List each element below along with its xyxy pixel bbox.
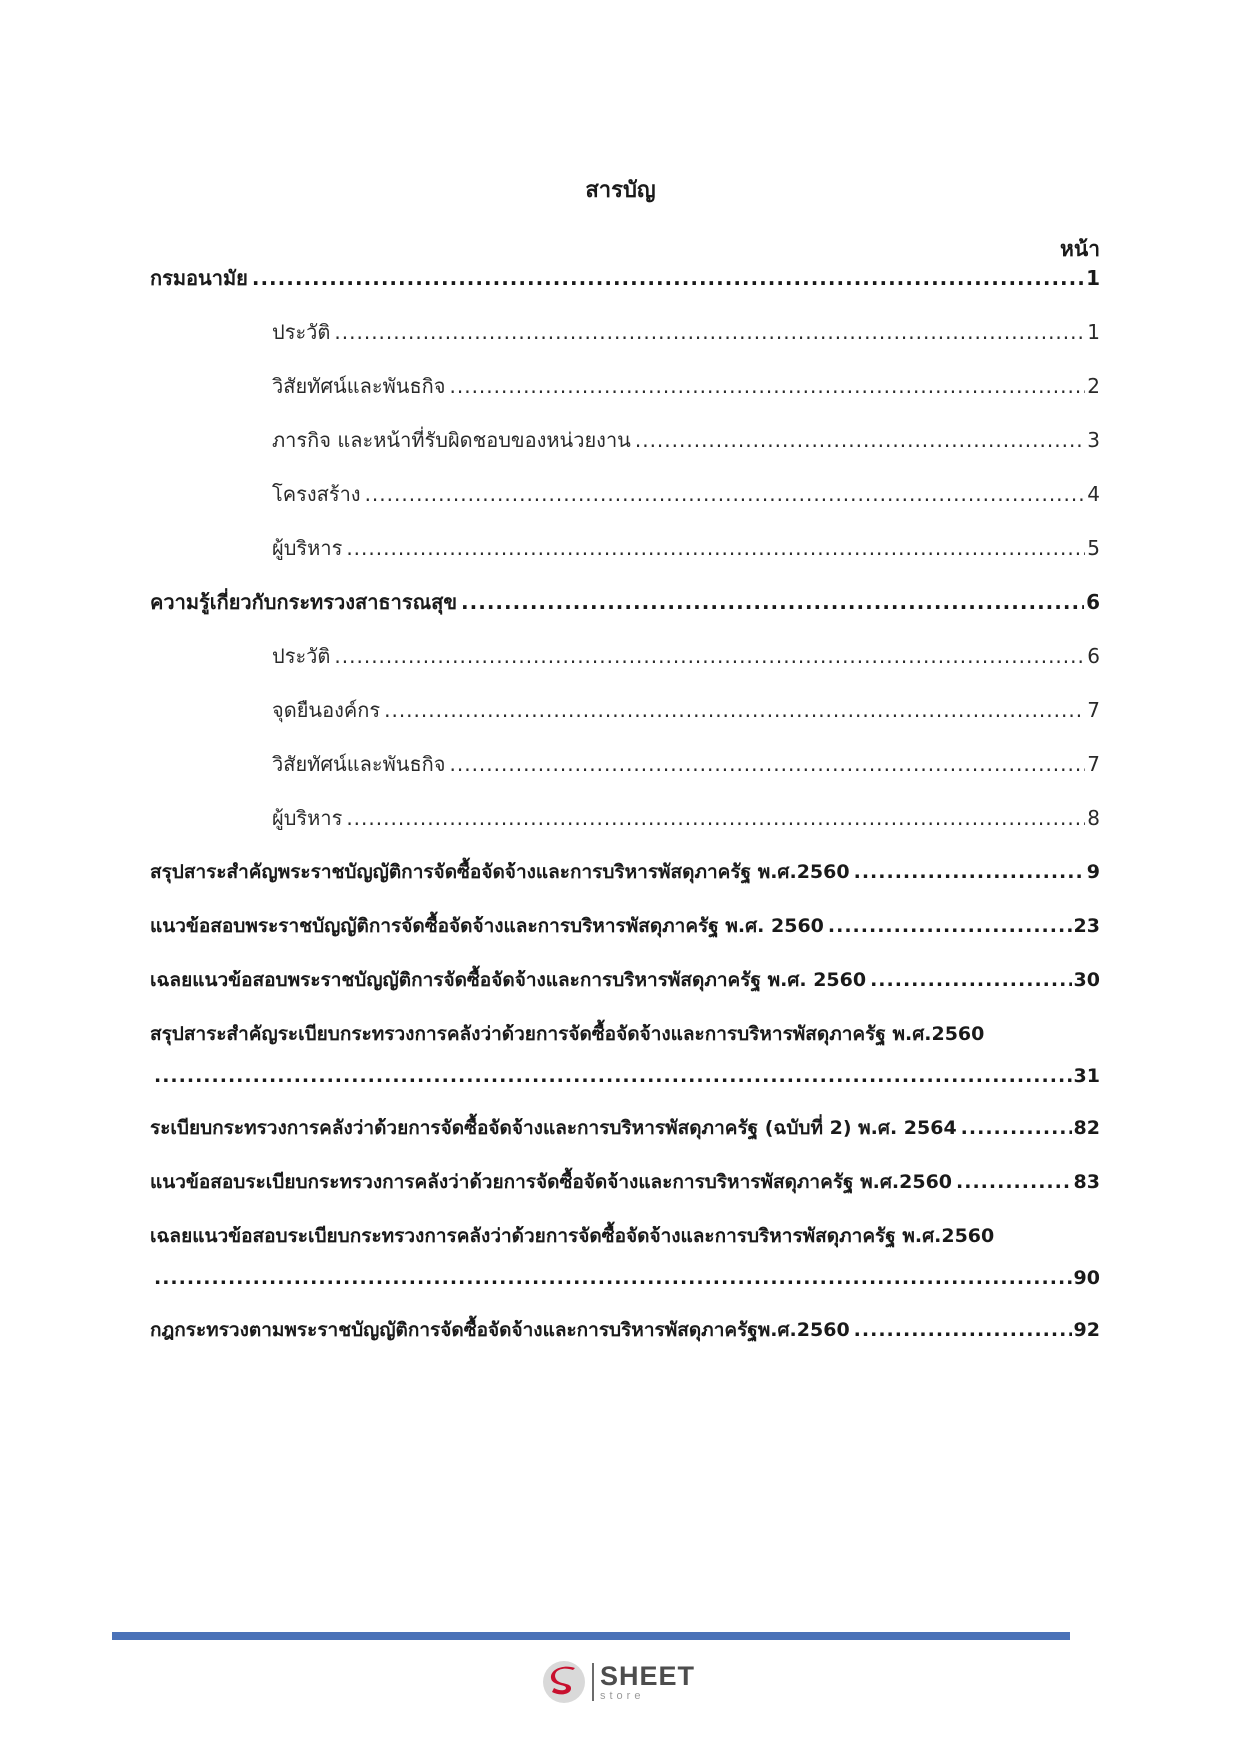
toc-entry-page: 30 [1073, 969, 1100, 991]
toc-entry-page: 23 [1073, 915, 1100, 937]
toc-leader-dots [956, 1168, 1072, 1196]
toc-entry[interactable] [272, 804, 1100, 832]
toc-entry[interactable] [150, 912, 1100, 940]
toc-entry[interactable] [272, 750, 1100, 778]
logo-separator [592, 1663, 594, 1701]
toc-entry[interactable] [272, 642, 1100, 670]
toc-leader-dots [450, 372, 1086, 400]
toc-leader-dots [252, 264, 1084, 292]
toc-leader-dots [870, 966, 1071, 994]
toc-leader-dots [961, 1114, 1072, 1142]
toc-entry-page: 31 [1073, 1065, 1100, 1087]
toc-entry-page: 7 [1087, 698, 1100, 722]
toc-entry-page: 92 [1073, 1319, 1100, 1341]
toc-entry-page: 6 [1086, 590, 1100, 614]
toc-entry-page: 90 [1073, 1267, 1100, 1289]
toc-entry-title: เฉลยแนวข้อสอบพระราชบัญญัติการจัดซื้อจัดจ้างและการบริหารพัสดุภาครัฐ พ.ศ. 2560 [150, 969, 867, 991]
toc-leader-dots [461, 588, 1084, 616]
toc-entry-title: กฎกระทรวงตามพระราชบัญญัติการจัดซื้อจัดจ้างและการบริหารพัสดุภาครัฐพ.ศ.2560 [150, 1319, 850, 1341]
toc-entry-page: 8 [1087, 806, 1100, 830]
toc-entry-title: กรมอนามัย [150, 266, 248, 290]
toc-entry-title: วิสัยทัศน์และพันธกิจ [272, 752, 446, 776]
toc-entry-page: 1 [1086, 266, 1100, 290]
toc-entry-page: 2 [1087, 374, 1100, 398]
toc-entry-page: 9 [1086, 861, 1100, 883]
toc-leader-dots [334, 642, 1085, 670]
toc-entry[interactable] [272, 426, 1100, 454]
page-column-label: หน้า [1060, 237, 1100, 261]
toc-entry[interactable] [272, 480, 1100, 508]
logo-text [600, 1660, 696, 1702]
toc-entry-page: 82 [1073, 1117, 1100, 1139]
toc-entry-page: 7 [1087, 752, 1100, 776]
toc-entry-page: 83 [1073, 1171, 1100, 1193]
toc-entry-page: 1 [1087, 320, 1100, 344]
toc-entry-title: วิสัยทัศน์และพันธกิจ [272, 374, 446, 398]
toc-leader-dots [346, 804, 1085, 832]
toc-entry-title: แนวข้อสอบระเบียบกระทรวงการคลังว่าด้วยการจัดซื้อจัดจ้างและการบริหารพัสดุภาครัฐ พ.ศ.2560 [150, 1171, 953, 1193]
toc-entry-page: 6 [1087, 644, 1100, 668]
toc-entry-leader-line[interactable] [150, 1264, 1100, 1292]
sheetstore-logo-icon [540, 1658, 588, 1706]
toc-leader-dots [346, 534, 1085, 562]
toc-leader-dots [635, 426, 1085, 454]
toc-leader-dots [365, 480, 1086, 508]
toc-entry-title: แนวข้อสอบพระราชบัญญัติการจัดซื้อจัดจ้างและการบริหารพัสดุภาครัฐ พ.ศ. 2560 [150, 915, 824, 937]
toc-leader-dots [828, 912, 1072, 940]
toc-leader-dots [854, 1316, 1072, 1344]
toc-entry[interactable] [150, 264, 1100, 292]
toc-entry-page: 4 [1087, 482, 1100, 506]
toc-entry[interactable] [150, 588, 1100, 616]
toc-entry-page: 5 [1087, 536, 1100, 560]
toc-entry[interactable] [150, 858, 1100, 886]
toc-entry-page: 3 [1087, 428, 1100, 452]
toc-entry-title: เฉลยแนวข้อสอบระเบียบกระทรวงการคลังว่าด้วยการจัดซื้อจัดจ้างและการบริหารพัสดุภาครัฐ พ.ศ.2560 [150, 1225, 995, 1247]
toc-entry-leader-line[interactable] [150, 1062, 1100, 1090]
logo-brand-sub: store [600, 1689, 645, 1702]
toc-entry-title-line[interactable] [150, 1020, 1100, 1048]
page-title: สารบัญ [585, 178, 656, 203]
toc-leader-dots [450, 750, 1086, 778]
toc-entry-title: ประวัติ [272, 644, 331, 668]
toc-leader-dots [384, 696, 1085, 724]
toc-entry-title-line[interactable] [150, 1222, 1100, 1250]
toc-entry-title: ภารกิจ และหน้าที่รับผิดชอบของหน่วยงาน [272, 428, 631, 452]
toc-entry[interactable] [150, 1168, 1100, 1196]
sheetstore-logo [540, 1658, 720, 1706]
toc-leader-dots [154, 1264, 1072, 1292]
logo-brand-word: SHEET [600, 1660, 696, 1691]
toc-entry[interactable] [150, 1114, 1100, 1142]
toc-leader-dots [334, 318, 1085, 346]
toc-entry[interactable] [150, 1316, 1100, 1344]
toc-entry-title: โครงสร้าง [272, 482, 361, 506]
toc-entry[interactable] [272, 534, 1100, 562]
toc-entry[interactable] [272, 372, 1100, 400]
toc-entry-title: จุดยืนองค์กร [272, 698, 381, 722]
toc-entry-title: ความรู้เกี่ยวกับกระทรวงสาธารณสุข [150, 590, 458, 614]
toc-entry-title: ผู้บริหาร [272, 806, 343, 830]
toc-entry[interactable] [272, 696, 1100, 724]
toc-leader-dots [154, 1062, 1072, 1090]
toc-entry-title: ระเบียบกระทรวงการคลังว่าด้วยการจัดซื้อจัดจ้างและการบริหารพัสดุภาครัฐ (ฉบับที่ 2) พ.ศ. 2564 [150, 1117, 957, 1139]
toc-leader-dots [854, 858, 1085, 886]
toc-entry-title: ประวัติ [272, 320, 331, 344]
toc-entry-title: สรุปสาระสำคัญระเบียบกระทรวงการคลังว่าด้วยการจัดซื้อจัดจ้างและการบริหารพัสดุภาครัฐ พ.ศ.2560 [150, 1023, 985, 1045]
toc-entry[interactable] [150, 966, 1100, 994]
toc-entry[interactable] [272, 318, 1100, 346]
toc-entry-title: ผู้บริหาร [272, 536, 343, 560]
footer-divider [112, 1632, 1070, 1640]
toc-entry-title: สรุปสาระสำคัญพระราชบัญญัติการจัดซื้อจัดจ้างและการบริหารพัสดุภาครัฐ พ.ศ.2560 [150, 861, 850, 883]
